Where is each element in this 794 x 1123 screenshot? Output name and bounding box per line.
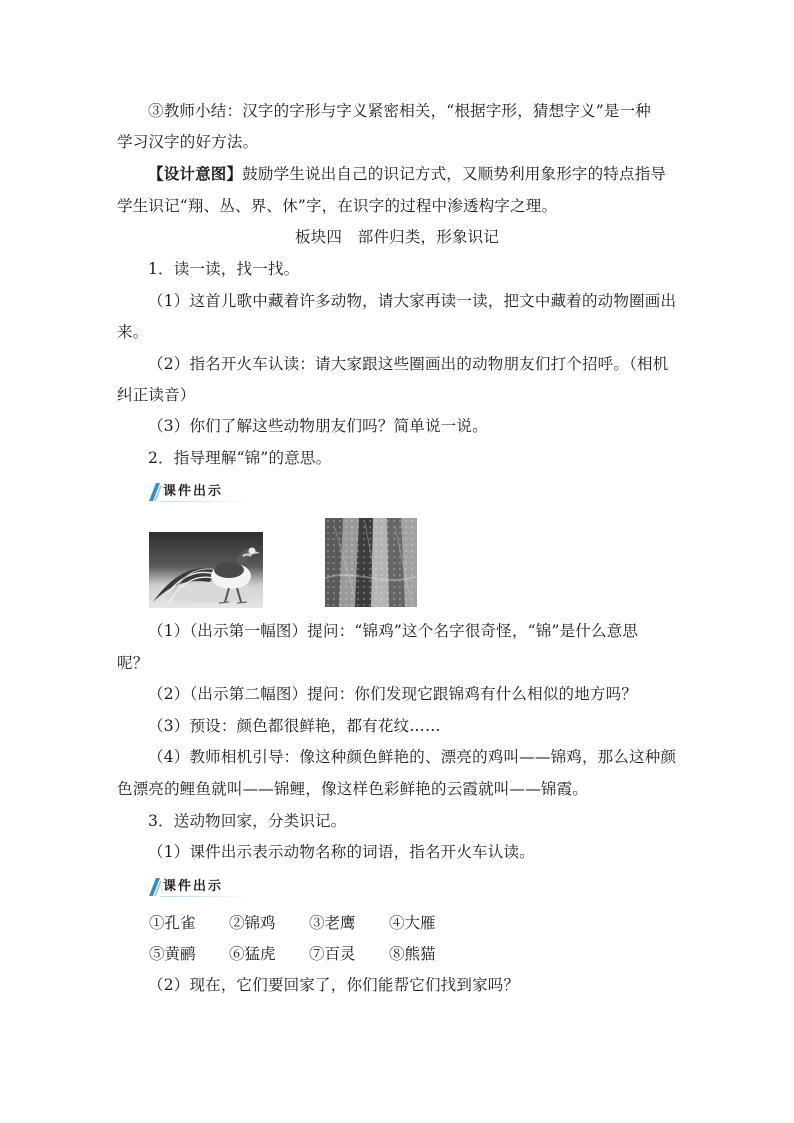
step-2-item3: （3）预设：颜色都很鲜艳，都有花纹…… [148,717,441,735]
step-1-item2-line1: （2）指名开火车认读：请大家跟这些圈画出的动物朋友们打个招呼。（相机 [148,355,669,373]
step-2-item1-line2: 呢？ [117,654,149,672]
design-intent-label: 【设计意图】 [148,164,243,183]
step-3-item2: （2）现在，它们要回家了，你们能帮它们找到家吗？ [148,976,520,994]
step-1-item1-line1: （1）这首儿歌中藏着许多动物，请大家再读一读，把文中藏着的动物圈画出 [148,292,677,310]
animal-word-panda: ⑧熊猫 [389,945,436,963]
section-heading-block4: 板块四 部件归类，形象识记 [294,228,500,246]
step-2-item4-line1: （4）教师相机引导：像这种颜色鲜艳的、漂亮的鸡叫——锦鸡，那么这种颜 [148,748,677,766]
step-3-heading: 3．送动物回家，分类识记。 [148,812,347,830]
step-1-item1-line2: 来。 [117,323,149,341]
animal-word-golden-pheasant: ②锦鸡 [229,914,276,932]
design-intent-line1 [148,164,666,184]
slide-marker-icon [146,877,164,897]
design-intent-text: 鼓励学生说出自己的识记方式，又顺势利用象形字的特点指导 [242,165,667,183]
step-2-item2: （2）（出示第二幅图）提问：你们发现它跟锦鸡有什么相似的地方吗？ [148,685,638,703]
slide-label-1 [146,482,256,502]
step-2-item1-line1: （1）（出示第一幅图）提问：“锦鸡”这个名字很奇怪，“锦”是什么意思 [148,622,639,640]
golden-pheasant-image [149,532,263,608]
slide-label-underline [160,501,256,502]
design-intent-line2: 学生识记“翔、丛、界、休”字，在识字的过程中渗透构字之理。 [117,197,558,215]
paragraph-teacher-summary-line1: ③教师小结：汉字的字形与字义紧密相关，“根据字形，猜想字义”是一种 [148,102,651,120]
step-1-item2-line2: 纠正读音） [117,386,196,404]
step-1-heading: 1．读一读，找一找。 [148,260,300,278]
brocade-fabric-image [325,518,417,607]
paragraph-teacher-summary-line2: 学习汉字的好方法。 [117,133,259,151]
animal-word-peacock: ①孔雀 [149,914,196,932]
slide-label-2 [146,877,256,897]
step-3-item1: （1）课件出示表示动物名称的词语，指名开火车认读。 [148,843,535,861]
animal-word-lark: ⑦百灵 [309,945,356,963]
step-1-item3: （3）你们了解这些动物朋友们吗？简单说一说。 [148,417,488,435]
animal-word-wild-goose: ④大雁 [389,914,436,932]
animal-word-eagle: ③老鹰 [309,914,356,932]
animal-word-tiger: ⑥猛虎 [229,945,276,963]
slide-label-text: 课件出示 [163,879,224,894]
step-2-heading: 2．指导理解“锦”的意思。 [148,449,332,467]
step-2-item4-line2: 色漂亮的鲤鱼就叫——锦鲤，像这样色彩鲜艳的云霞就叫——锦霞。 [117,780,589,798]
animal-word-oriole: ⑤黄鹂 [149,945,196,963]
slide-label-underline [160,896,256,897]
slide-label-text: 课件出示 [163,484,224,499]
slide-marker-icon [146,482,164,502]
